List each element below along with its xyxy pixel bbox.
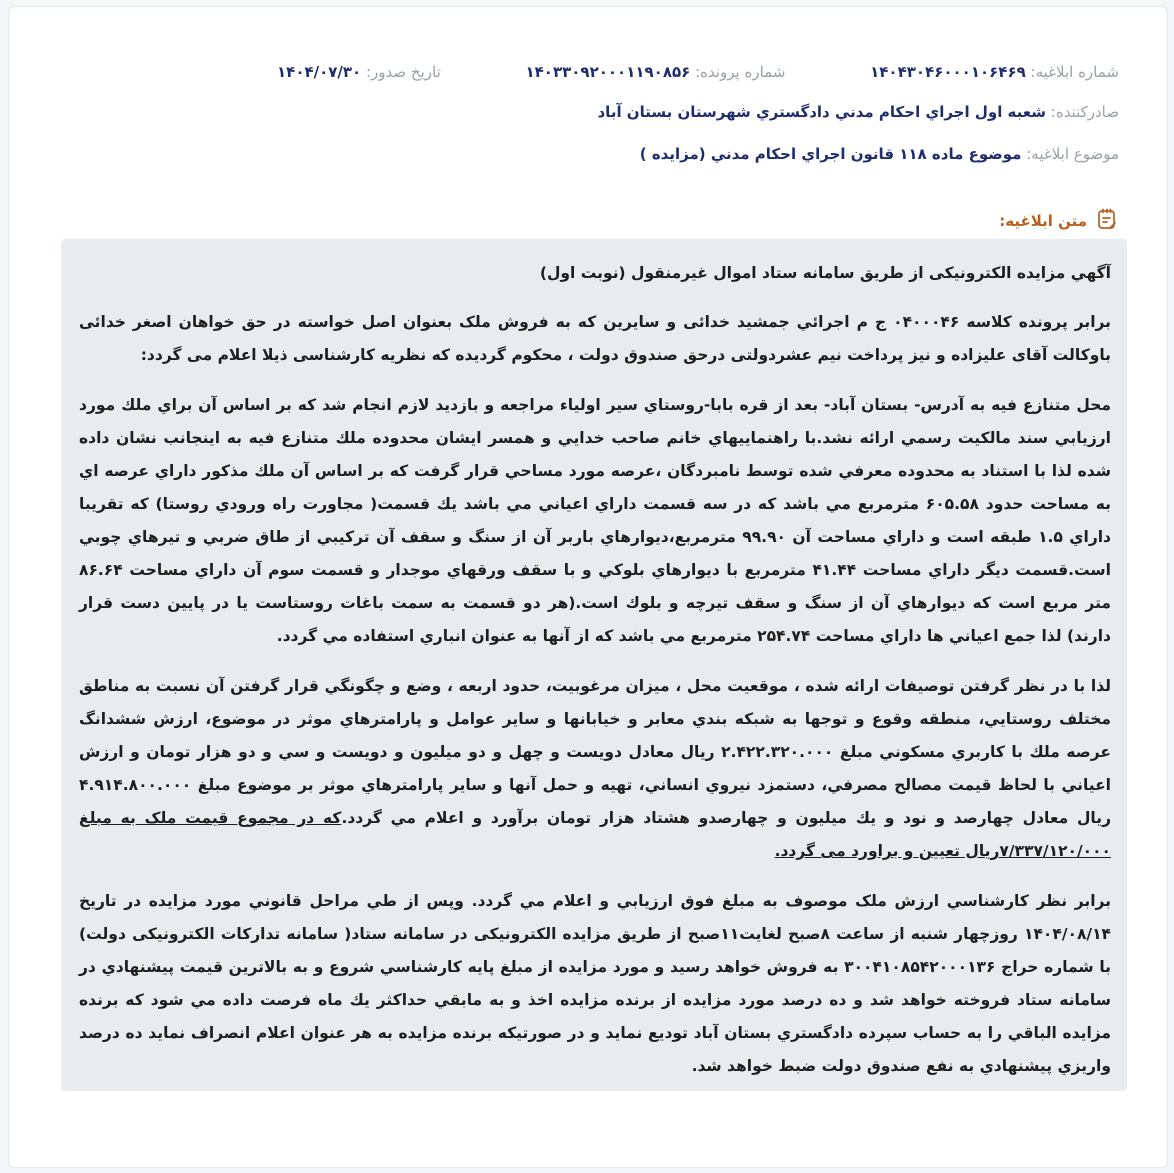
case-number-label: شماره پرونده: xyxy=(695,63,786,81)
case-number-value: ۱۴۰۳۳۰۹۲۰۰۰۱۱۹۰۸۵۶ xyxy=(525,63,691,81)
notice-body-title: آگهي مزايده الكترونيكی از طريق سامانه ستاد اموال غيرمنقول (نوبت اول) xyxy=(539,264,1111,282)
notice-number-value: ۱۴۰۴۳۰۴۶۰۰۰۱۰۶۴۶۹ xyxy=(870,63,1026,81)
notice-number xyxy=(870,63,1119,81)
notice-number-label: شماره ابلاغیه: xyxy=(1030,63,1119,81)
notice-paragraph: برابر نظر كارشناسي ارزش ملک موصوف به مبلغ فوق ارزيابي و اعلام مي گردد. وپس از طي مراحل قانوني مورد مزايده در تاريخ ۱۴۰۴/۰۸/۱۴ روزچهار شنبه از ساعت ۸صبح لغايت۱۱صبح از طريق مزايده الكترونيكی در سامانه ستاد( سامانه تداركات الكترونيكی دولت) با شماره حراج ۳۰۰۴۱۰۸۵۴۲۰۰۰۱۳۶ به فروش خواهد رسيد و مورد مزايده از مبلغ پايه كارشناسي شروع و به بالاترين قيمت پيشنهادي در سامانه ستاد فروخته خواهد شد و ده درصد مورد مزايده از برنده مزايده اخذ و به مابقي حداكثر يك ماه فرصت داده مي شود كه برنده مزايده الباقي را به حساب سپرده دادگستري بستان آباد توديع نمايد و در صورتيكه برنده مزايده به هر عنوان اعلام انصراف نمايد ده درصد واريزي پيشنهادي به نفع صندوق دولت ضبط خواهد شد. xyxy=(79,892,1112,1075)
notice-card xyxy=(8,6,1168,1168)
issue-date xyxy=(277,63,441,81)
issue-date-label: تاریخ صدور: xyxy=(366,63,441,81)
notice-paragraph: محل متنازع فيه به آدرس- بستان آباد- بعد از قره بابا-روستاي سير اولياء مراجعه و بازديد لازم انجام شد كه بر اساس آن براي ملك مورد ارزيابي سند مالكيت رسمي ارائه نشد.با راهنماييهاي خانم صاحب خدايي و همسر ايشان محدوده ملك متنازع فيه به اينجانب نشان داده شده لذا با استناد به محدوده معرفي شده توسط نامبردگان ،عرصه مورد مساحي قرار گرفت كه بر اساس آن ملك مذكور داراي عرصه اي به مساحت حدود ۶۰۵.۵۸ مترمربع مي باشد كه در سه قسمت داراي اعياني مي باشد يك قسمت( مجاورت راه ورودي روستا) كه تقريبا داراي ۱.۵ طبقه است و داراي مساحت آن ۹۹.۹۰ مترمربع،ديوارهاي باربر آن از سنگ و سقف آن تركيبي از طاق ضربي و تيرهاي چوبي است.قسمت ديگر داراي مساحت ۴۱.۴۴ مترمربع با ديوارهاي بلوكي و با سقف ورقهاي موجدار و قسمت سوم آن داراي مساحت ۸۶.۶۴ متر مربع است كه ديوارهاي آن از سنگ و سقف تيرچه و بلوك است.(هر دو قسمت به سمت باغات روستاست يا در پايين دست قرار دارند) لذا جمع اعياني ها داراي مساحت ۲۵۴.۷۴ مترمربع مي باشد كه از آنها به عنوان انباري استفاده مي گردد. xyxy=(79,396,1112,645)
subject xyxy=(640,145,1119,163)
issuer-label: صادرکننده: xyxy=(1050,103,1119,121)
notice-body xyxy=(61,239,1127,1091)
document-edit-icon xyxy=(1095,207,1119,235)
subject-label: موضوع ابلاغیه: xyxy=(1026,145,1119,163)
issuer-value: شعبه اول اجراي احكام مدني دادگستري شهرستان بستان آباد xyxy=(597,103,1046,121)
case-number xyxy=(525,63,785,81)
subject-value: موضوع ماده ۱۱۸ قانون اجراي احكام مدني (مزايده ) xyxy=(639,145,1022,163)
issue-date-value: ۱۴۰۴/۰۷/۳۰ xyxy=(277,63,362,81)
notice-paragraph: برابر پرونده كلاسه ۰۴۰۰۰۴۶ ج م اجرائي جمشيد خدائی و سايرين كه به فروش ملک بعنوان اصل خواسته در حق خواهان اصغر خدائی باوكالت آقای عليزاده و نيز پرداخت نيم عشردولتی درحق صندوق دولت ، محكوم گرديده كه نظريه كارشناسی ذيلا اعلام می گردد: xyxy=(79,313,1111,364)
notice-text-heading xyxy=(999,207,1119,235)
notice-paragraph xyxy=(79,670,1111,868)
notice-meta-row xyxy=(57,63,1119,81)
issuer xyxy=(597,103,1119,121)
total-price-underlined: که در مجموع قيمت ملک به مبلغ ۷/۳۳۷/۱۲۰/۰۰۰ریال تعیین و براورد می گردد. xyxy=(79,809,1111,860)
notice-text-label: متن ابلاغیه: xyxy=(999,212,1087,230)
valuation-text: لذا با در نظر گرفتن توصيفات ارائه شده ، موقعيت محل ، ميزان مرغوبيت، حدود اربعه ، وضع و چگونگي قرار گرفتن آن نسبت به مناطق مختلف روستايي، منطقه وقوع و توجها به شبكه بندي معابر و خيابانها و ساير عوامل و پارامترهاي موثر در موضوع، ارزش ششدانگ عرصه ملك با كاربري مسكوني مبلغ ۲.۴۲۲.۳۲۰.۰۰۰ ريال معادل دويست و چهل و دو ميليون و دويست و سي و دو هزار تومان و ارزش اعياني با لحاظ قيمت مصالح مصرفي، دستمزد نيروي انساني، تهيه و حمل آنها و ساير پارامترهاي موثر بر موضوع مبلغ ۴.۹۱۴.۸۰۰.۰۰۰ ريال معادل چهارصد و نود و يك ميليون و چهارصدو هشتاد هزار تومان برآورد و اعلام مي گردد. xyxy=(79,677,1111,827)
